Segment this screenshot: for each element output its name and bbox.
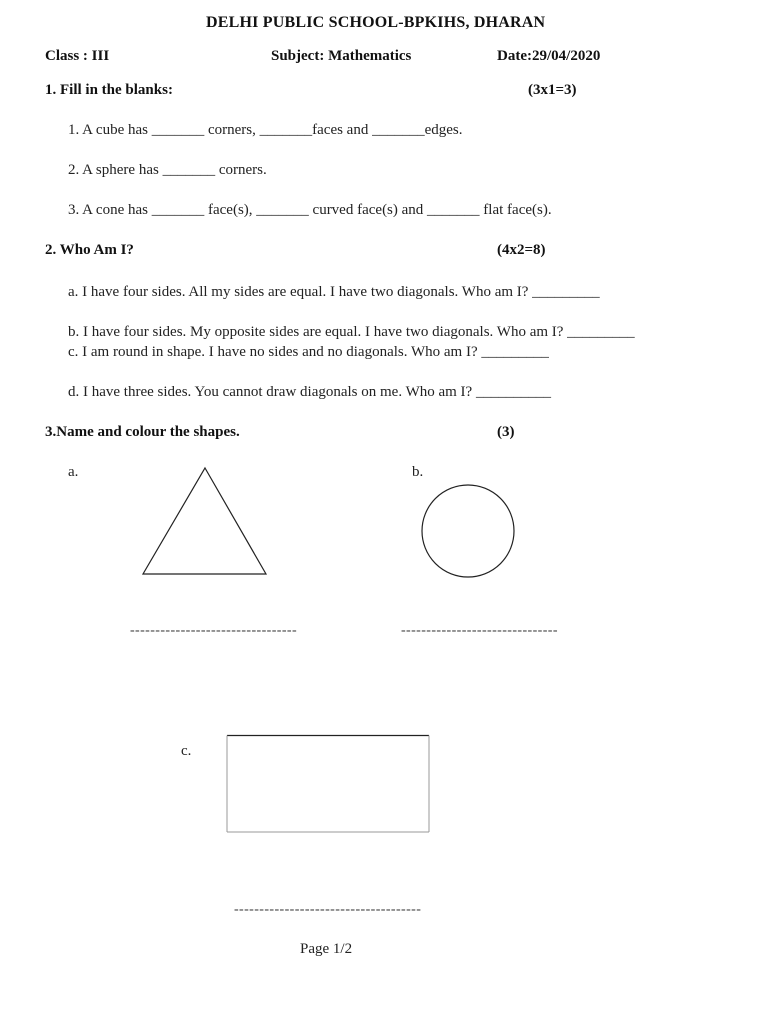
rectangle-shape: [225, 734, 431, 835]
page-number: Page 1/2: [300, 941, 353, 957]
section3-marks: (3): [497, 424, 515, 440]
section1-heading: 1. Fill in the blanks:: [45, 82, 173, 98]
fill-blank-item: 3. A cone has _______ face(s), _______ curved face(s) and _______ flat face(s).: [68, 202, 552, 218]
fill-blank-item: 2. A sphere has _______ corners.: [68, 162, 267, 178]
who-am-i-item: d. I have three sides. You cannot draw diagonals on me. Who am I? __________: [68, 384, 551, 400]
section3-heading: 3.Name and colour the shapes.: [45, 424, 240, 440]
fill-blank-item: 1. A cube has _______ corners, _______faces and _______edges.: [68, 122, 463, 138]
answer-line-c: -------------------------------------: [234, 902, 422, 917]
subject-label: Subject: Mathematics: [271, 48, 412, 64]
shape-label-b: b.: [412, 464, 424, 480]
shape-label-a: a.: [68, 464, 79, 480]
class-label: Class : III: [45, 48, 110, 64]
shape-label-c: c.: [181, 743, 192, 759]
triangle-shape: [140, 466, 270, 578]
date-label: Date:29/04/2020: [497, 48, 601, 64]
school-title: DELHI PUBLIC SCHOOL-BPKIHS, DHARAN: [206, 14, 546, 31]
section1-marks: (3x1=3): [528, 82, 577, 98]
section2-marks: (4x2=8): [497, 242, 546, 258]
who-am-i-item: b. I have four sides. My opposite sides are equal. I have two diagonals. Who am I? _________: [68, 324, 635, 340]
who-am-i-item: a. I have four sides. All my sides are equal. I have two diagonals. Who am I? _________: [68, 284, 600, 300]
who-am-i-item: c. I am round in shape. I have no sides and no diagonals. Who am I? _________: [68, 344, 549, 360]
answer-line-a: ---------------------------------: [130, 623, 298, 638]
section2-heading: 2. Who Am I?: [45, 242, 134, 258]
circle-shape: [420, 483, 518, 581]
answer-line-b: -------------------------------: [401, 623, 558, 638]
